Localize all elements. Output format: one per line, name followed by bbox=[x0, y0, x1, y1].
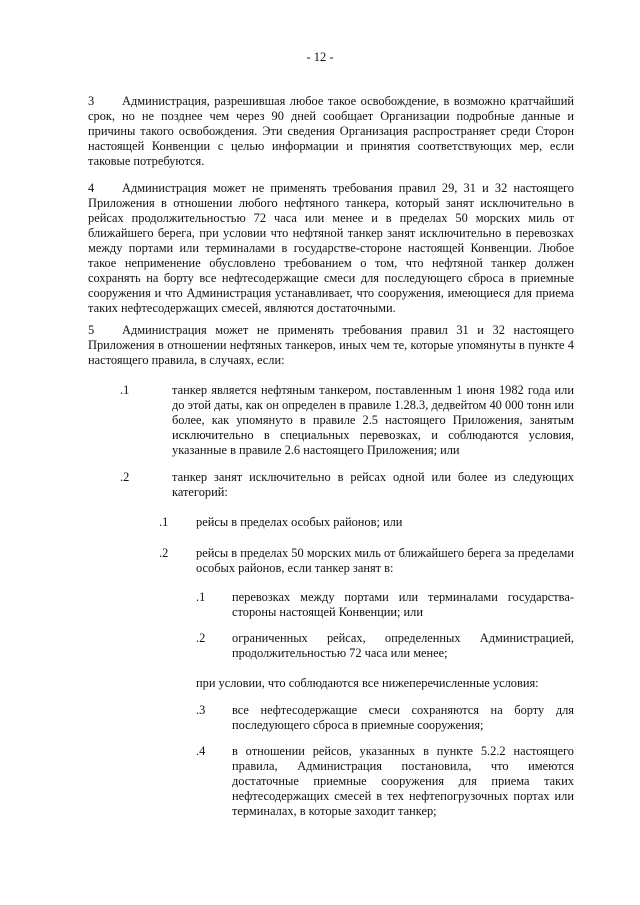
item-number: .4 bbox=[196, 744, 206, 758]
item-number: .1 bbox=[120, 383, 130, 397]
page-number: - 12 - bbox=[306, 50, 334, 64]
item-text: рейсы в пределах 50 морских миль от ближайшего берега за пределами особых районов, если танкер занят в: bbox=[196, 546, 574, 575]
conditions-intro: при условии, что соблюдаются все нижеперечисленные условия: bbox=[196, 676, 539, 690]
paragraph-text: Администрация, разрешившая любое такое освобождение, в возможно кратчайший срок, но не позднее чем через 90 дней сообщает Организации подробные данные и причины такого освобождения. Эти сведения Организация распространяет среди Сторон настоящей Конвенции с целью информации и принятия соответствующих мер, если таковые потребуются. bbox=[88, 94, 574, 168]
item-number: .2 bbox=[159, 546, 169, 560]
item-text: рейсы в пределах особых районов; или bbox=[196, 515, 403, 529]
item-text: танкер занят исключительно в рейсах одной или более из следующих категорий: bbox=[172, 470, 574, 499]
item-text: танкер является нефтяным танкером, поставленным 1 июня 1982 года или до этой даты, как он определен в правиле 1.28.3, дедвейтом 40 000 тонн или более, как упомянуто в правиле 2.5 настоящего Приложения, занятым исключительно в специальных перевозках, и соблюдаются условия, указанные в правиле 2.6 настоящего Приложения; или bbox=[172, 383, 574, 457]
paragraph-number: 3 bbox=[88, 94, 95, 108]
paragraph-text: Администрация может не применять требования правил 29, 31 и 32 настоящего Приложения в отношении любого нефтяного танкера, который занят исключительно в рейсах продолжительностью 72 часа или менее и в пределах 50 морских миль от ближайшего берега, при условии что нефтяной танкер занят исключительно в перевозках между портами или терминалами в государстве-стороне настоящей Конвенции. Любое такое неприменение обусловлено требованием о том, что нефтяной танкер должен сохранять на борту все нефтесодержащие смеси для последующего сброса в приемные сооружения и что Администрация устанавливает, что сооружения, имеющиеся для приема таких нефтесодержащих смесей, являются достаточными. bbox=[88, 181, 574, 315]
item-text: в отношении рейсов, указанных в пункте 5.2.2 настоящего правила, Администрация постановила, что имеются достаточные приемные сооружения для приема таких нефтесодержащих смесей в тех нефтепогрузочных портах или терминалах, в которые заходит танкер; bbox=[232, 744, 574, 818]
paragraph-number: 5 bbox=[88, 323, 95, 337]
item-text: перевозках между портами или терминалами государства-стороны настоящей Конвенции; или bbox=[232, 590, 574, 619]
item-number: .3 bbox=[196, 703, 206, 717]
paragraph-text: Администрация может не применять требования правил 31 и 32 настоящего Приложения в отношении нефтяных танкеров, иных чем те, которые упомянуты в пункте 4 настоящего правила, в случаях, если: bbox=[88, 323, 574, 367]
item-text: все нефтесодержащие смеси сохраняются на борту для последующего сброса в приемные сооружения; bbox=[232, 703, 574, 732]
item-number: .1 bbox=[159, 515, 169, 529]
paragraph-4 bbox=[88, 181, 574, 316]
paragraph-3 bbox=[88, 94, 574, 169]
paragraph-5 bbox=[88, 323, 574, 368]
paragraph-number: 4 bbox=[88, 181, 95, 195]
item-text: ограниченных рейсах, определенных Администрацией, продолжительностью 72 часа или менее; bbox=[232, 631, 574, 660]
item-number: .2 bbox=[120, 470, 130, 484]
item-number: .2 bbox=[196, 631, 206, 645]
item-number: .1 bbox=[196, 590, 206, 604]
